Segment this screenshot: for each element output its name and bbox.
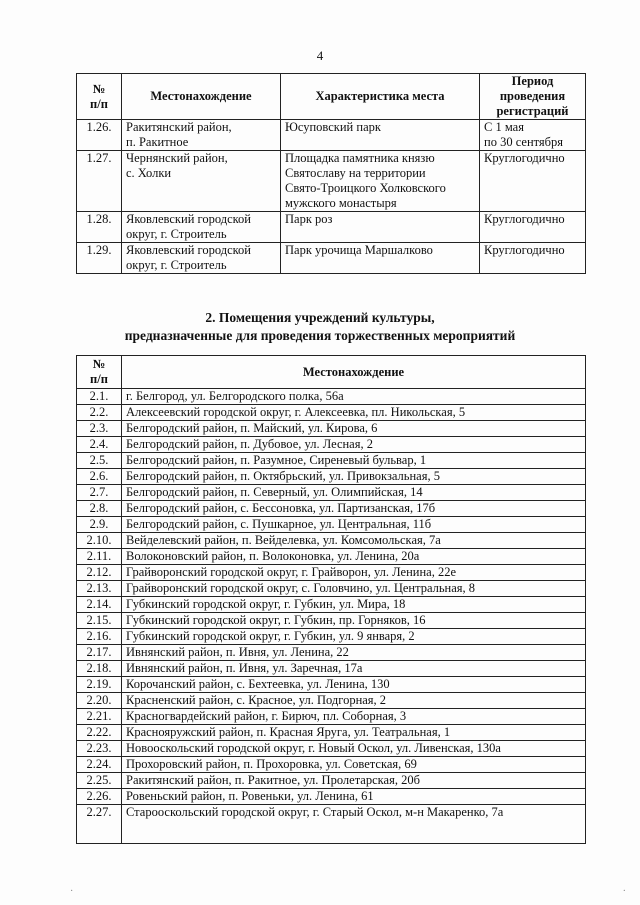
row-num: 2.8.: [77, 501, 122, 517]
row-characteristic: [281, 151, 480, 212]
row-location-line1: Чернянский район,: [126, 151, 228, 165]
table-row: [77, 485, 586, 501]
row-location: Белгородский район, п. Разумное, Сиреневый бульвар, 1: [122, 453, 586, 469]
scan-mark-right: ·: [622, 886, 626, 897]
row-num: 2.16.: [77, 629, 122, 645]
row-num: 2.1.: [77, 389, 122, 405]
row-period-line1: Круглогодично: [484, 243, 565, 257]
row-location: Ивнянский район, п. Ивня, ул. Заречная, 17а: [122, 661, 586, 677]
row-location: Белгородский район, п. Северный, ул. Олимпийская, 14: [122, 485, 586, 501]
section-title: [0, 309, 640, 345]
table-row: [77, 533, 586, 549]
header-num-line2: п/п: [90, 372, 108, 386]
row-location-line2: п. Ракитное: [126, 135, 189, 149]
row-num: 2.21.: [77, 709, 122, 725]
row-num: 2.27.: [77, 805, 122, 844]
table-row: [77, 469, 586, 485]
row-num: 2.6.: [77, 469, 122, 485]
table-row: [77, 725, 586, 741]
row-num: 2.20.: [77, 693, 122, 709]
row-num: 2.25.: [77, 773, 122, 789]
row-num: 2.10.: [77, 533, 122, 549]
row-location-line2: с. Холки: [126, 166, 172, 180]
row-num: 2.2.: [77, 405, 122, 421]
row-location-line2: округ, г. Строитель: [126, 227, 227, 241]
row-location: Белгородский район, п. Майский, ул. Кирова, 6: [122, 421, 586, 437]
row-location: [122, 151, 281, 212]
row-num: 2.24.: [77, 757, 122, 773]
table-row: [77, 243, 586, 274]
table-row: [77, 437, 586, 453]
row-num: 2.23.: [77, 741, 122, 757]
table-row: [77, 389, 586, 405]
row-num: 2.4.: [77, 437, 122, 453]
header-num: [77, 74, 122, 120]
row-num: 2.3.: [77, 421, 122, 437]
header-period-line2: проведения: [499, 89, 566, 103]
row-location: [122, 243, 281, 274]
table-row: [77, 581, 586, 597]
table-row: [77, 421, 586, 437]
row-location: Корочанский район, с. Бехтеевка, ул. Ленина, 130: [122, 677, 586, 693]
header-num: [77, 356, 122, 389]
row-characteristic-line1: Парк урочища Маршалково: [285, 243, 433, 257]
row-location: Белгородский район, с. Бессоновка, ул. Партизанская, 17б: [122, 501, 586, 517]
row-characteristic-line1: Парк роз: [285, 212, 333, 226]
row-num: 2.17.: [77, 645, 122, 661]
row-num: 1.27.: [77, 151, 122, 212]
header-location: Местонахождение: [122, 356, 586, 389]
table-row: [77, 120, 586, 151]
row-characteristic-line1: Юсуповский парк: [285, 120, 381, 134]
row-location-line1: Ракитянский район,: [126, 120, 232, 134]
row-num: 2.15.: [77, 613, 122, 629]
table-row: [77, 565, 586, 581]
header-num-line1: №: [92, 81, 106, 96]
table-row: [77, 549, 586, 565]
table-row: [77, 661, 586, 677]
table-row: [77, 741, 586, 757]
row-characteristic-line2: Святославу на территории: [285, 166, 426, 180]
row-characteristic-line3: Свято-Троицкого Холковского: [285, 181, 446, 195]
table-row: [77, 789, 586, 805]
table-row: [77, 151, 586, 212]
row-characteristic: [281, 243, 480, 274]
row-location: г. Белгород, ул. Белгородского полка, 56а: [122, 389, 586, 405]
row-period-line1: Круглогодично: [484, 151, 565, 165]
table-row: [77, 405, 586, 421]
row-location-line2: округ, г. Строитель: [126, 258, 227, 272]
row-num: 1.29.: [77, 243, 122, 274]
row-location: Губкинский городской округ, г. Губкин, ул. 9 января, 2: [122, 629, 586, 645]
row-num: 1.28.: [77, 212, 122, 243]
row-location: Красненский район, с. Красное, ул. Подгорная, 2: [122, 693, 586, 709]
section-title-line2: предназначенные для проведения торжественных мероприятий: [124, 328, 516, 343]
row-num: 2.11.: [77, 549, 122, 565]
row-period-line2: по 30 сентября: [484, 135, 564, 149]
section-title-line1: 2. Помещения учреждений культуры,: [205, 310, 435, 325]
header-period-line3: регистраций: [496, 104, 569, 118]
row-num: 2.26.: [77, 789, 122, 805]
row-location-line1: Яковлевский городской: [126, 212, 251, 226]
row-num: 2.22.: [77, 725, 122, 741]
row-location: Прохоровский район, п. Прохоровка, ул. Советская, 69: [122, 757, 586, 773]
page-number: 4: [316, 48, 324, 63]
header-period: [480, 74, 586, 120]
row-period-line1: Круглогодично: [484, 212, 565, 226]
header-characteristic: Характеристика места: [281, 74, 480, 120]
venues-table-2: [76, 355, 586, 844]
table-row: [77, 757, 586, 773]
row-num: 2.13.: [77, 581, 122, 597]
venues-table-1: [76, 73, 586, 274]
row-characteristic-line1: Площадка памятника князю: [285, 151, 435, 165]
row-location: Ивнянский район, п. Ивня, ул. Ленина, 22: [122, 645, 586, 661]
header-num-line1: №: [92, 357, 106, 371]
row-location: [122, 120, 281, 151]
table-row: [77, 501, 586, 517]
table-row: [77, 453, 586, 469]
row-num: 1.26.: [77, 120, 122, 151]
table-row: [77, 693, 586, 709]
row-location: Грайворонский городской округ, г. Грайворон, ул. Ленина, 22е: [122, 565, 586, 581]
scan-mark-left: ·: [70, 886, 74, 897]
table-row: [77, 773, 586, 789]
row-location: Грайворонский городской округ, с. Головчино, ул. Центральная, 8: [122, 581, 586, 597]
table-row: [77, 645, 586, 661]
header-num-line2: п/п: [90, 96, 108, 111]
row-location: Новооскольский городской округ, г. Новый Оскол, ул. Ливенская, 130а: [122, 741, 586, 757]
table-header-row: [77, 356, 586, 389]
row-location: Ракитянский район, п. Ракитное, ул. Пролетарская, 20б: [122, 773, 586, 789]
table-header-row: [77, 74, 586, 120]
row-num: 2.9.: [77, 517, 122, 533]
table-row: [77, 805, 586, 844]
row-location: Алексеевский городской округ, г. Алексеевка, пл. Никольская, 5: [122, 405, 586, 421]
row-num: 2.19.: [77, 677, 122, 693]
row-period: [480, 151, 586, 212]
row-location: Губкинский городской округ, г. Губкин, ул. Мира, 18: [122, 597, 586, 613]
table-row: [77, 517, 586, 533]
row-period: [480, 243, 586, 274]
header-location: Местонахождение: [122, 74, 281, 120]
table-row: [77, 677, 586, 693]
row-num: 2.7.: [77, 485, 122, 501]
table-row: [77, 613, 586, 629]
row-location: Белгородский район, п. Октябрьский, ул. Привокзальная, 5: [122, 469, 586, 485]
row-characteristic: [281, 212, 480, 243]
row-location: Краснояружский район, п. Красная Яруга, ул. Театральная, 1: [122, 725, 586, 741]
row-location: Ровеньский район, п. Ровеньки, ул. Ленина, 61: [122, 789, 586, 805]
row-location: Волоконовский район, п. Волоконовка, ул. Ленина, 20а: [122, 549, 586, 565]
row-num: 2.5.: [77, 453, 122, 469]
row-location: Старооскольский городской округ, г. Старый Оскол, м-н Макаренко, 7а: [122, 805, 586, 844]
row-location: Красногвардейский район, г. Бирюч, пл. Соборная, 3: [122, 709, 586, 725]
row-location: Вейделевский район, п. Вейделевка, ул. Комсомольская, 7а: [122, 533, 586, 549]
row-location: Белгородский район, п. Дубовое, ул. Лесная, 2: [122, 437, 586, 453]
row-location: Белгородский район, с. Пушкарное, ул. Центральная, 11б: [122, 517, 586, 533]
table-row: [77, 709, 586, 725]
row-location-line1: Яковлевский городской: [126, 243, 251, 257]
header-period-line1: Период: [511, 74, 554, 88]
table-body: [77, 389, 586, 844]
row-period: [480, 212, 586, 243]
table-row: [77, 629, 586, 645]
row-location: [122, 212, 281, 243]
row-num: 2.18.: [77, 661, 122, 677]
row-characteristic: [281, 120, 480, 151]
row-location: Губкинский городской округ, г. Губкин, пр. Горняков, 16: [122, 613, 586, 629]
row-period: [480, 120, 586, 151]
row-num: 2.14.: [77, 597, 122, 613]
row-characteristic-line4: мужского монастыря: [285, 196, 397, 210]
table-row: [77, 597, 586, 613]
row-num: 2.12.: [77, 565, 122, 581]
table-row: [77, 212, 586, 243]
row-period-line1: С 1 мая: [484, 120, 524, 134]
